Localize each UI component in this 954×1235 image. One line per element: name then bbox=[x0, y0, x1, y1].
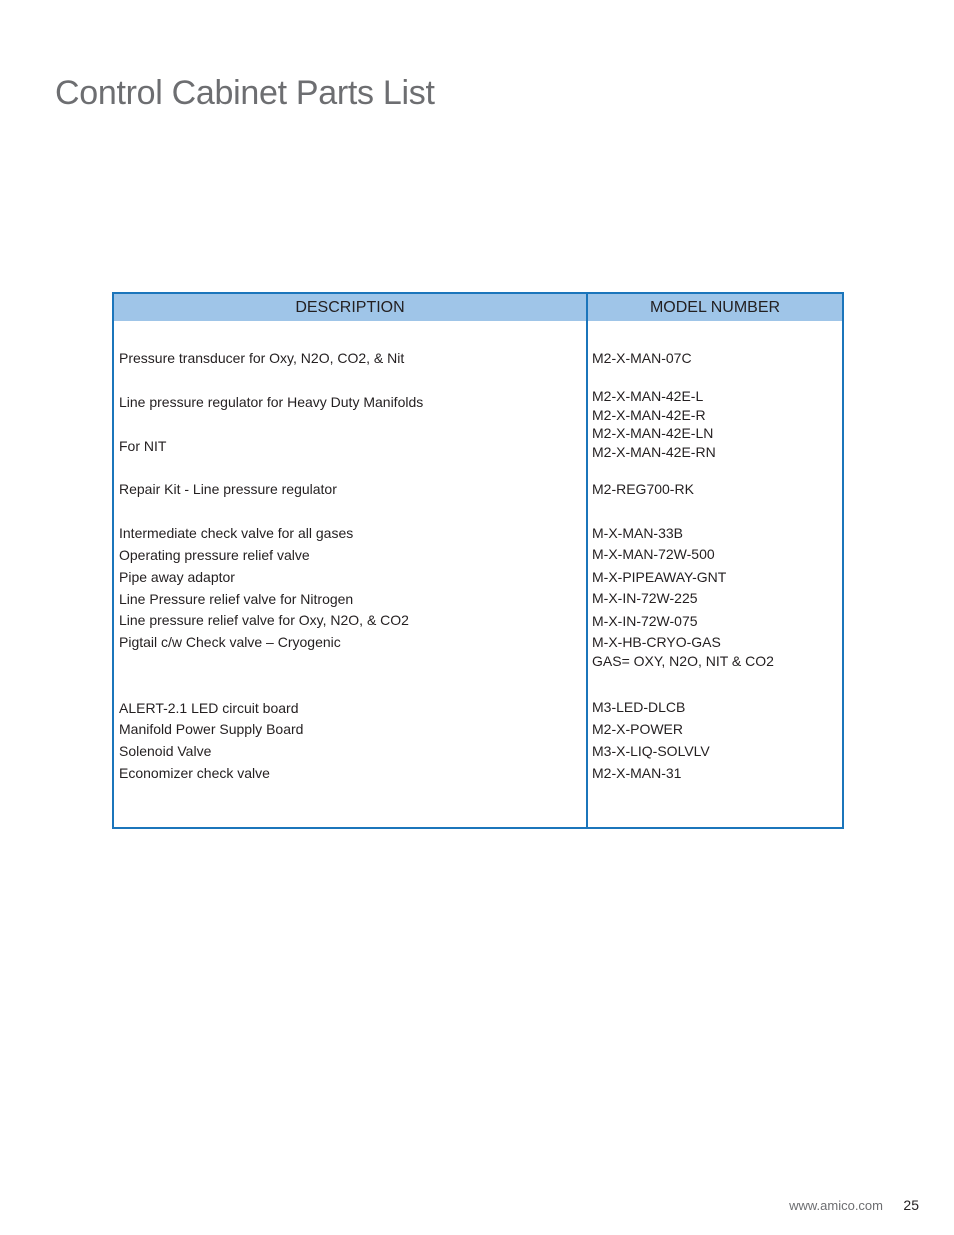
description-cell: Manifold Power Supply Board bbox=[119, 721, 304, 737]
description-cell: Solenoid Valve bbox=[119, 743, 212, 759]
header-model-number: MODEL NUMBER bbox=[649, 299, 781, 316]
description-cell: For NIT bbox=[119, 438, 167, 454]
model-number-cell: M2-X-MAN-42E-LN bbox=[592, 425, 714, 441]
footer-url[interactable]: www.amico.com bbox=[789, 1198, 883, 1213]
model-number-cell: M-X-MAN-33B bbox=[592, 525, 684, 541]
page-number: 25 bbox=[903, 1197, 919, 1213]
model-number-cell: M3-X-LIQ-SOLVLV bbox=[592, 743, 710, 759]
description-cell: Repair Kit - Line pressure regulator bbox=[119, 481, 337, 497]
model-number-cell: M2-REG700-RK bbox=[592, 481, 694, 497]
description-cell: Pressure transducer for Oxy, N2O, CO2, & Nit bbox=[119, 350, 405, 366]
description-cell: Line pressure regulator for Heavy Duty Manifolds bbox=[119, 394, 424, 410]
page-title: Control Cabinet Parts List bbox=[55, 74, 435, 112]
model-number-cell: M2-X-MAN-31 bbox=[592, 765, 682, 781]
model-number-cell: M2-X-MAN-42E-RN bbox=[592, 444, 716, 460]
model-number-cell: M-X-PIPEAWAY-GNT bbox=[592, 569, 727, 585]
model-number-cell: M-X-IN-72W-225 bbox=[592, 590, 698, 606]
description-cell: Economizer check valve bbox=[119, 765, 270, 781]
model-number-cell: M-X-HB-CRYO-GAS bbox=[592, 634, 721, 650]
description-cell: ALERT-2.1 LED circuit board bbox=[119, 700, 299, 716]
table-header-row bbox=[114, 294, 842, 321]
column-divider bbox=[586, 294, 588, 827]
description-cell: Line Pressure relief valve for Nitrogen bbox=[119, 591, 354, 607]
model-number-cell: M2-X-MAN-42E-L bbox=[592, 388, 704, 404]
description-cell: Line pressure relief valve for Oxy, N2O, & CO2 bbox=[119, 612, 409, 628]
model-number-cell: M2-X-MAN-07C bbox=[592, 350, 692, 366]
model-number-cell: M2-X-POWER bbox=[592, 721, 683, 737]
description-cell: Operating pressure relief valve bbox=[119, 547, 310, 563]
model-number-cell: M2-X-MAN-42E-R bbox=[592, 407, 706, 423]
model-number-cell: GAS= OXY, N2O, NIT & CO2 bbox=[592, 653, 774, 669]
header-description: DESCRIPTION bbox=[295, 299, 405, 316]
parts-table bbox=[112, 292, 844, 829]
model-number-cell: M-X-IN-72W-075 bbox=[592, 613, 698, 629]
model-number-cell: M-X-MAN-72W-500 bbox=[592, 546, 715, 562]
description-cell: Intermediate check valve for all gases bbox=[119, 525, 354, 541]
description-cell: Pipe away adaptor bbox=[119, 569, 235, 585]
model-number-cell: M3-LED-DLCB bbox=[592, 699, 686, 715]
description-cell: Pigtail c/w Check valve – Cryogenic bbox=[119, 634, 341, 650]
